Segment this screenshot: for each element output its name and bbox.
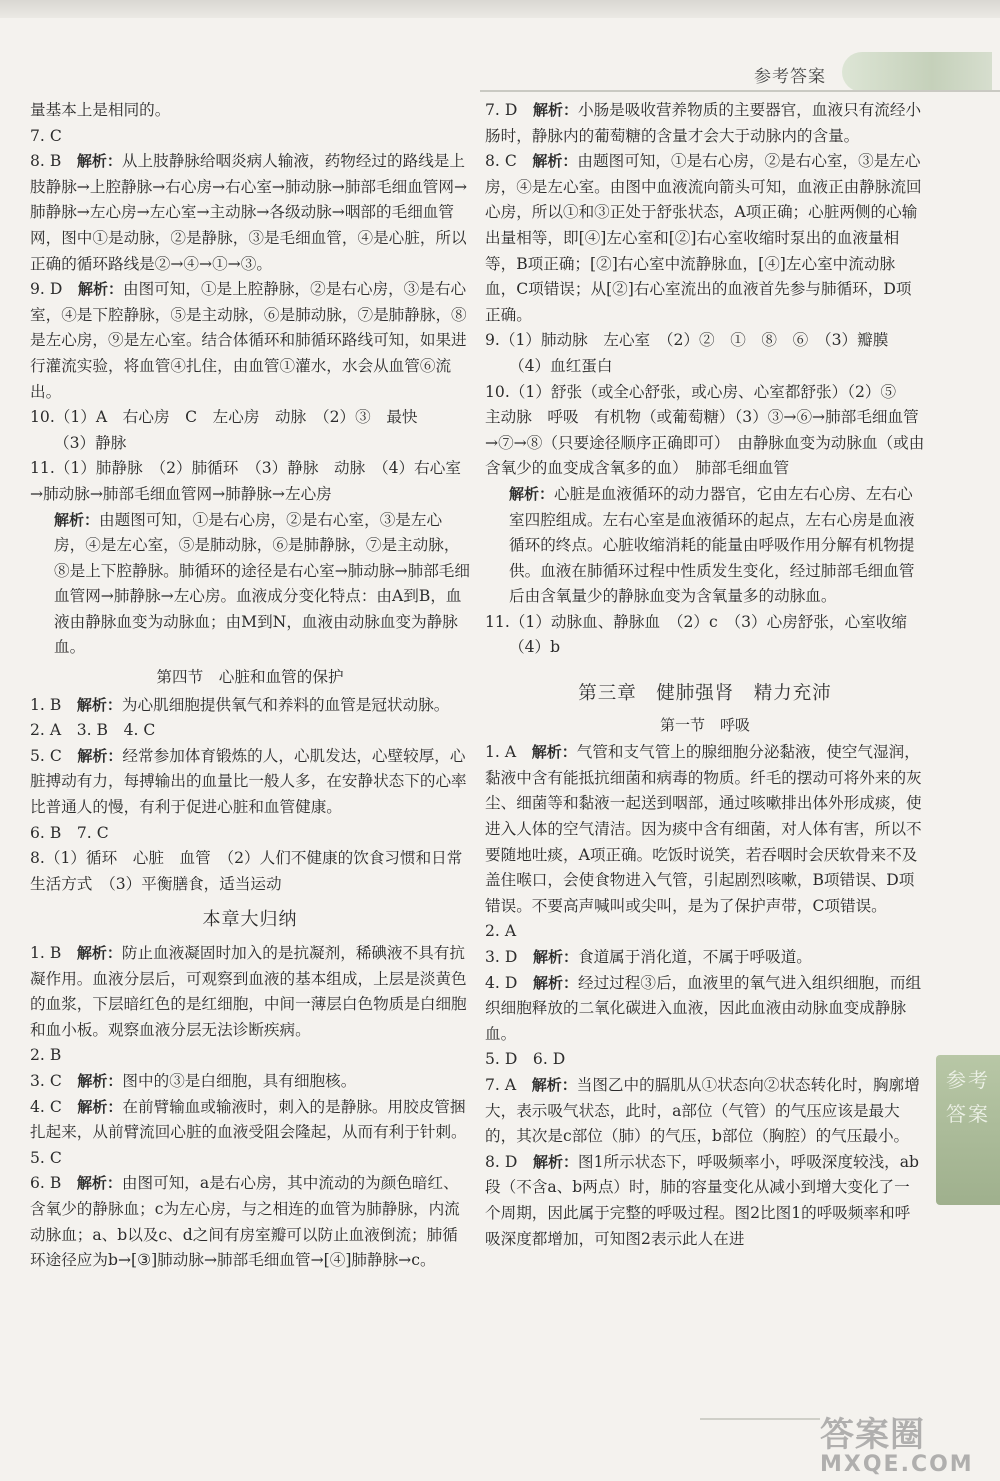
answer-text: 经过过程③后，血液里的氧气进入组织细胞，而组织细胞释放的二氧化碳进入血液，因此血液由动脉血变成静脉血。 xyxy=(485,973,922,1043)
answer-text: 小肠是吸收营养物质的主要器官，血液只有流经小肠时，静脉内的葡萄糖的含量才会大于动脉内的含量。 xyxy=(485,101,922,145)
footer-divider xyxy=(700,1418,820,1420)
side-tab-label: 参考答案 xyxy=(946,1068,990,1126)
answer-item xyxy=(30,277,470,405)
answer-item xyxy=(485,98,925,149)
watermark-logo xyxy=(820,1415,974,1480)
right-column xyxy=(485,98,925,1252)
answer-text: 由图可知，①是上腔静脉，②是右心房，③是右心室，④是下腔静脉，⑤是主动脉，⑥是肺动脉，⑦是肺静脉，⑧是左心房，⑨是左心室。结合体循环和肺循环路线可知，如果进行灌流实验，将血管④扎住，由血管①灌水，水会从血管⑥流出。 xyxy=(30,280,467,401)
explain-label: 解析： xyxy=(77,746,123,765)
answer-text: 由图可知，a是右心房，其中流动的为颜色暗红、含氧少的静脉血；c为左心房，与之相连的血管为肺静脉，内流动脉血；a、b以及c、d之间有房室瓣可以防止血液倒流；肺循环途径应为b→[③]肺动脉→肺部毛细血管→[④]肺静脉→c。 xyxy=(30,1174,460,1270)
answer-text: 食道属于消化道，不属于呼吸道。 xyxy=(577,948,812,966)
section-title: 第四节 心脏和血管的保护 xyxy=(156,668,344,687)
header-decoration xyxy=(842,52,992,92)
explain-label: 解析： xyxy=(77,280,123,299)
header-tag: 参考答案 xyxy=(754,67,826,87)
answer-item xyxy=(30,941,470,1043)
explain-label: 解析： xyxy=(77,1071,123,1090)
answer-number: 8. D xyxy=(485,1152,518,1171)
explain-label: 解析： xyxy=(509,484,555,503)
answer-line: 10.（1）A 右心房 C 左心房 动脉 （2）③ 最快 xyxy=(30,408,418,427)
answer-line: 5. C xyxy=(30,1148,62,1167)
answer-line: 11.（1）动脉血、静脉血 （2）c （3）心房舒张，心室收缩 xyxy=(485,612,907,631)
answer-item xyxy=(30,744,470,821)
explain-label: 解析： xyxy=(76,152,122,171)
explanation-text: 由题图可知，①是右心房，②是右心室，③是左心房，④是左心室，⑤是肺动脉，⑥是肺静脉，⑦是主动脉，⑧是上下腔静脉。肺循环的途径是右心室→肺动脉→肺部毛细血管网→肺静脉→左心房。血液成分变化特点：由A到B，血液由静脉血变为动脉血；由M到N，血液由动脉血变为静脉血。 xyxy=(54,510,470,657)
answer-text: 由题图可知，①是右心房，②是右心室，③是左心房，④是左心室。由图中血液流向箭头可知，血液正由静脉流回心房，所以①和③正处于舒张状态，A项正确；心脏两侧的心输出量相等，即[④]左心室和[②]右心室收缩时泵出的血液量相等，B项正确；[②]右心室中流静脉血，[④]左心室中流动脉血，C项错误；从[②]右心室流出的血液首先参与肺循环，D项正确。 xyxy=(485,152,922,324)
answer-text: 经常参加体育锻炼的人，心肌发达，心壁较厚，心脏搏动有力，每搏输出的血量比一般人多，在安静状态下的心率比普通人的慢，有利于促进心脏和血管健康。 xyxy=(30,746,467,817)
answer-text: 从上肢静脉给咽炎病人输液，药物经过的路线是上肢静脉→上腔静脉→右心房→右心室→肺动脉→肺部毛细血管网→肺静脉→左心房→左心室→主动脉→各级动脉→咽部的毛细血管网，图中①是动脉，②是静脉，③是毛细血管，④是心脏，所以正确的循环路线是②→④→①→③。 xyxy=(30,152,468,273)
explain-label: 解析： xyxy=(77,1097,123,1116)
subsection-title: 第一节 呼吸 xyxy=(659,715,750,734)
answer-line: 8.（1）循环 心脏 血管 （2）人们不健康的饮食习惯和日常生活方式 （3）平衡膳食，适当运动 xyxy=(30,849,463,893)
explanation xyxy=(485,482,925,610)
header-bar xyxy=(0,0,1000,18)
answer-number: 6. B xyxy=(30,1174,62,1193)
answer-line: 量基本上是相同的。 xyxy=(30,101,171,119)
answer-item xyxy=(485,971,925,1048)
answer-line: 5. D 6. D xyxy=(485,1050,566,1069)
answer-number: 8. C xyxy=(485,152,517,171)
explain-label: 解析： xyxy=(532,152,578,171)
answer-line: （4）血红蛋白 xyxy=(509,356,613,375)
answer-line: 2. B xyxy=(30,1046,62,1065)
answer-number: 9. D xyxy=(30,280,63,299)
answer-line: 9.（1）肺动脉 左心室 （2）② ① ⑧ ⑥ （3）瓣膜 xyxy=(485,331,889,350)
answer-item xyxy=(485,1150,925,1252)
explanation-text: 心脏是血液循环的动力器官，它由左右心房、左右心室四腔组成。左右心室是血液循环的起点，左右心房是血液循环的终点。心脏收缩消耗的能量由呼吸作用分解有机物提供。血液在肺循环过程中性质发生变化，经过肺部毛细血管后由含氧量少的静脉血变为含氧量多的动脉血。 xyxy=(509,484,915,606)
answer-number: 3. C xyxy=(30,1071,62,1090)
answer-number: 3. D xyxy=(485,948,518,966)
explain-label: 解析： xyxy=(76,695,122,714)
answer-item xyxy=(485,1073,925,1150)
explanation xyxy=(30,508,470,662)
answer-number: 7. A xyxy=(485,1075,517,1094)
answer-line: （3）静脉 xyxy=(54,433,127,452)
explain-label: 解析： xyxy=(531,1075,577,1094)
watermark-line1: 答案圈 xyxy=(820,1415,925,1455)
answer-line: （4）b xyxy=(509,638,561,657)
explain-label: 解析： xyxy=(54,510,100,529)
answer-item xyxy=(485,149,925,328)
answer-line: 11.（1）肺静脉 （2）肺循环 （3）静脉 动脉 （4）右心室→肺动脉→肺部毛细血管网→肺静脉→左心房 xyxy=(30,459,461,503)
answer-line: 2. A xyxy=(485,922,517,941)
answer-line: 7. C xyxy=(30,126,62,145)
answer-text: 图1所示状态下，呼吸频率小，呼吸深度较浅，ab段（不含a、b两点）时，肺的容量变化从减小到增大变化了一个周期，因此属于完整的呼吸过程。图2比图1的呼吸频率和呼吸深度都增加，可知图2表示此人在进 xyxy=(485,1152,920,1248)
answer-number: 1. A xyxy=(485,743,517,762)
answer-number: 1. B xyxy=(30,944,62,962)
answer-item xyxy=(30,149,470,277)
answer-line: 2. A 3. B 4. C xyxy=(30,721,156,740)
answer-item xyxy=(485,740,925,919)
summary-title: 本章大归纳 xyxy=(202,909,298,931)
side-tab xyxy=(936,1055,1000,1205)
answer-number: 5. C xyxy=(30,746,62,765)
answer-item xyxy=(30,1069,470,1095)
answer-line: 10.（1）舒张（或全心舒张，或心房、心室都舒张）（2）⑤ 主动脉 呼吸 有机物（或葡萄糖）（3）③→⑥→肺部毛细血管→⑦→⑧（只要途径顺序正确即可） 由静脉血变为动脉血（或由含氧少的血变成含氧多的血） 肺部毛细血管 xyxy=(485,382,925,478)
answer-item xyxy=(30,693,470,719)
answer-number: 4. C xyxy=(30,1097,62,1116)
answer-text: 防止血液凝固时加入的是抗凝剂，稀碘液不具有抗凝作用。血液分层后，可观察到血液的基本组成，上层是淡黄色的血浆，下层暗红色的是红细胞，中间一薄层白色物质是白细胞和血小板。观察血液分层无法诊断疾病。 xyxy=(30,944,467,1039)
explain-label: 解析： xyxy=(532,973,578,992)
watermark-line2: MXQE.COM xyxy=(820,1452,974,1477)
answer-text: 在前臂输血或输液时，刺入的是静脉。用胶皮管捆扎起来，从前臂流回心脏的血液受阻会隆起，从而有利于针刺。 xyxy=(30,1097,467,1142)
answer-number: 4. D xyxy=(485,973,518,992)
answer-line: 6. B 7. C xyxy=(30,823,109,842)
answer-item xyxy=(485,945,925,971)
answer-text: 为心肌细胞提供氧气和养料的血管是冠状动脉。 xyxy=(121,695,450,714)
answer-text: 当图乙中的膈肌从①状态向②状态转化时，胸廓增大，表示吸气状态，此时，a部位（气管）的气压应该是最大的，其次是c部位（肺）的气压，b部位（胸腔）的气压最小。 xyxy=(485,1075,920,1146)
answer-text: 图中的③是白细胞，具有细胞核。 xyxy=(122,1071,357,1090)
explain-label: 解析： xyxy=(76,944,122,962)
explain-label: 解析： xyxy=(531,743,577,762)
answer-number: 7. D xyxy=(485,101,518,119)
explain-label: 解析： xyxy=(532,101,578,119)
chapter-title: 第三章 健肺强肾 精力充沛 xyxy=(578,683,832,705)
explain-label: 解析： xyxy=(76,1174,122,1193)
answer-item xyxy=(30,1095,470,1146)
explain-label: 解析： xyxy=(532,948,578,966)
header-divider xyxy=(480,90,1000,92)
answer-item xyxy=(30,1171,470,1273)
left-column xyxy=(30,98,470,1274)
answer-number: 1. B xyxy=(30,695,62,714)
answer-number: 8. B xyxy=(30,152,62,171)
explain-label: 解析： xyxy=(532,1152,578,1171)
answer-text: 气管和支气管上的腺细胞分泌黏液，使空气湿润，黏液中含有能抵抗细菌和病毒的物质。纤毛的摆动可将外来的灰尘、细菌等和黏液一起送到咽部，通过咳嗽排出体外形成痰，使进入人体的空气清洁。因为痰中含有细菌，对人体有害，所以不要随地吐痰，A项正确。吃饭时说笑，若吞咽时会厌软骨来不及盖住喉口，会使食物进入气管，引起剧烈咳嗽，B项错误、D项错误。不要高声喊叫或尖叫，是为了保护声带，C项错误。 xyxy=(485,743,922,915)
